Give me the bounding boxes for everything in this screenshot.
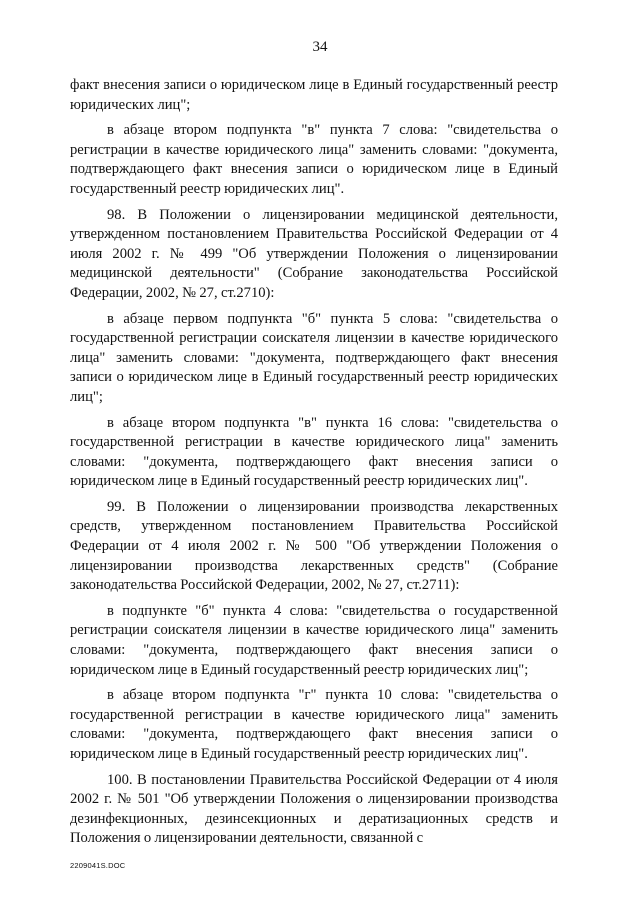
paragraph-amendment-item10: в абзаце втором подпункта "г" пункта 10 слова: "свидетельства о государственной регистрации в качестве юридического лица" заменить словами: "документа, подтверждающего факт внесения записи о юридическом лице в Единый государственный реестр юридических лиц". — [70, 687, 558, 762]
footer-file-code: 2209041S.DOC — [70, 861, 126, 870]
paragraph-section-98: 98. В Положении о лицензировании медицинской деятельности, утвержденном постановлением Правительства Российской Федерации от 4 июля 2002 г. № 499 "Об утверждении Положения о лицензировании медицинской деятельности" (Собрание законодательства Российской Федерации, 2002, № 27, ст.2710): — [70, 206, 558, 301]
paragraph-section-99: 99. В Положении о лицензировании производства лекарственных средств, утвержденном постановлением Правительства Российской Федерации от 4 июля 2002 г. № 500 "Об утверждении Положения о лицензировании производства лекарственных средств" (Собрание законодательства Российской Федерации, 2002, № 27, ст.2711): — [70, 498, 558, 594]
paragraph-amendment-item5: в абзаце первом подпункта "б" пункта 5 слова: "свидетельства о государственной регистрации соискателя лицензии в качестве юридического лица" заменить словами: "документа, подтверждающего факт внесения записи о юридическом лице в Единый государственный реестр юридических лиц"; — [70, 310, 558, 405]
paragraph-amendment-item16: в абзаце втором подпункта "в" пункта 16 слова: "свидетельства о государственной регистрации в качестве юридического лица" заменить словами: "документа, подтверждающего факт внесения записи о юридическом лице в Единый государственный реестр юридических лиц". — [70, 414, 558, 490]
paragraph-amendment-item7: в абзаце втором подпункта "в" пункта 7 слова: "свидетельства о регистрации в качестве юридического лица" заменить словами: "документа, подтверждающего факт внесения записи о юридическом лице в Единый государственный реестр юридических лиц". — [70, 122, 558, 197]
paragraph-amendment-item4: в подпункте "б" пункта 4 слова: "свидетельства о государственной регистрации соискателя лицензии в качестве юридического лица" заменить словами: "документа, подтверждающего факт внесения записи о юридическом лице в Единый государственный реестр юридических лиц"; — [70, 602, 558, 678]
document-body — [70, 76, 558, 855]
paragraph-section-100: 100. В постановлении Правительства Российской Федерации от 4 июля 2002 г. № 501 "Об утверждении Положения о лицензировании производства дезинфекционных, дезинсекционных и дератизационных средств и Положения о лицензировании деятельности, связанной с — [70, 771, 558, 847]
page-number: 34 — [312, 39, 328, 55]
paragraph-continuation: факт внесения записи о юридическом лице в Единый государственный реестр юридических лиц"; — [70, 77, 558, 113]
